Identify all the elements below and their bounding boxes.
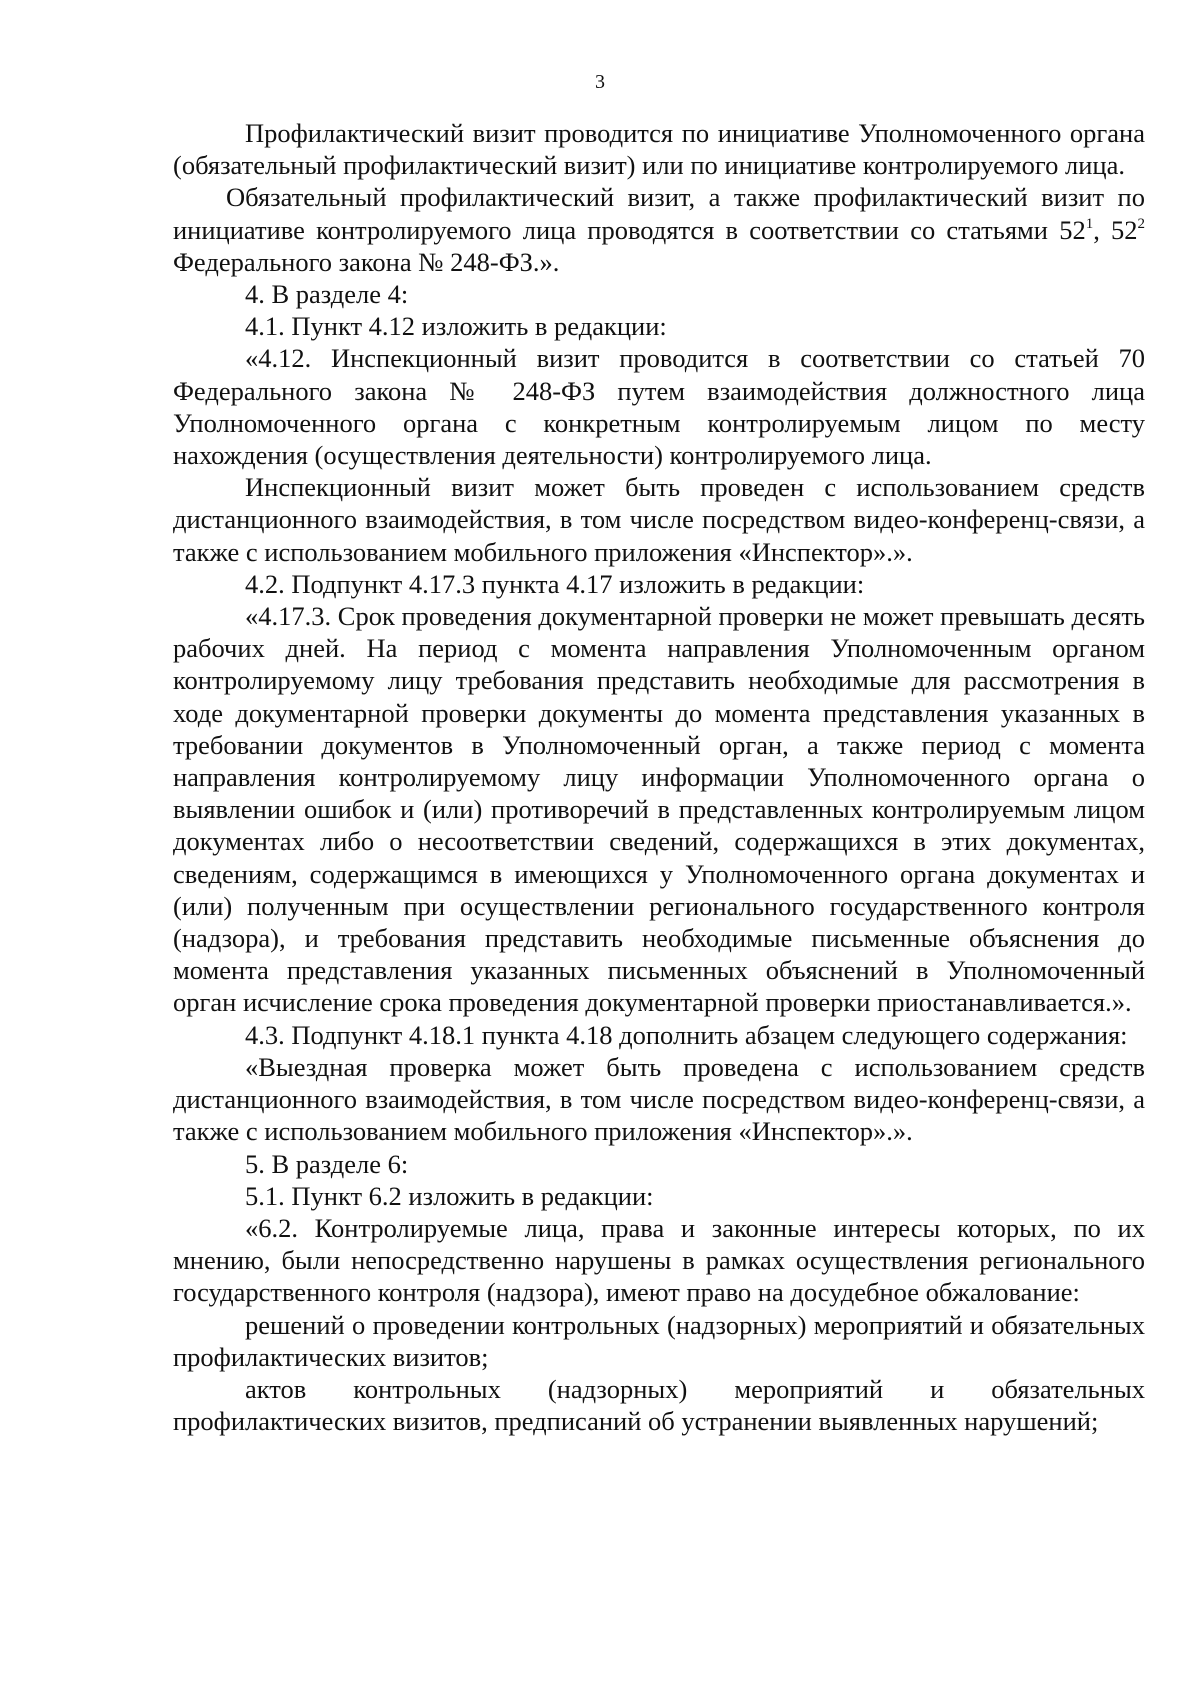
paragraph: решений о проведении контрольных (надзорных) мероприятий и обязательных профилактических визитов;: [173, 1309, 1145, 1372]
paragraph: 4.1. Пункт 4.12 изложить в редакции:: [245, 311, 667, 342]
paragraph: 4.2. Подпункт 4.17.3 пункта 4.17 изложить в редакции:: [245, 568, 865, 599]
superscript: 2: [1137, 215, 1146, 232]
paragraph: 5. В разделе 6:: [245, 1148, 409, 1179]
paragraph: «Выездная проверка может быть проведена с использованием средств дистанционного взаимодействия, в том числе посредством видео-конференц-связи, а также с использованием мобильного приложения «Инспектор».».: [173, 1051, 1145, 1147]
document-body: [173, 117, 1145, 1437]
paragraph-text: , 52: [1093, 214, 1138, 245]
paragraph: 5.1. Пункт 6.2 изложить в редакции:: [245, 1180, 654, 1211]
superscript: 1: [1085, 215, 1094, 232]
paragraph: «4.12. Инспекционный визит проводится в соответствии со статьей 70 Федерального закона № 248-ФЗ путем взаимодействия должностного лица Уполномоченного органа с конкретным контролируемым лицом по месту нахождения (осуществления деятельности) контролируемого лица.: [173, 343, 1145, 471]
paragraph-text: Федерального закона № 248-ФЗ.».: [173, 246, 560, 277]
paragraph: 4.3. Подпункт 4.18.1 пункта 4.18 дополнить абзацем следующего содержания:: [245, 1019, 1128, 1050]
paragraph: [173, 181, 1145, 278]
paragraph: «6.2. Контролируемые лица, права и законные интересы которых, по их мнению, были непосредственно нарушены в рамках осуществления регионального государственного контроля (надзора), имеют право на досудебное обжалование:: [173, 1212, 1145, 1308]
paragraph-text: со статьями 52: [910, 214, 1086, 245]
paragraph: «4.17.3. Срок проведения документарной проверки не может превышать десять рабочих дней. На период с момента направления Уполномоченным органом контролируемому лицу требования представить необходимые для рассмотрения в ходе документарной проверки документы до момента представления указанных в требовании документов в Уполномоченный орган, а также период с момента направления контролируемому лицу информации Уполномоченного органа о выявлении ошибок и (или) противоречий в представленных контролируемым лицом документах либо о несоответствии сведений, содержащихся в этих документах, сведениям, содержащимся в имеющихся у Уполномоченного органа документах и (или) полученным при осуществлении регионального государственного контроля (надзора), и требования представить необходимые письменные объяснения до момента представления указанных письменных объяснений в Уполномоченный орган исчисление срока проведения документарной проверки приостанавливается.».: [173, 601, 1145, 1018]
paragraph-text: Обязательный профилактический визит, а также профилактический визит по инициативе контролируемого лица проводятся в соответствии: [173, 182, 1145, 245]
paragraph: 4. В разделе 4:: [245, 279, 409, 310]
paragraph: актов контрольных (надзорных) мероприятий и обязательных профилактических визитов, предписаний об устранении выявленных нарушений;: [173, 1373, 1145, 1437]
paragraph: Профилактический визит проводится по инициативе Уполномоченного органа (обязательный профилактический визит) или по инициативе контролируемого лица.: [173, 118, 1145, 181]
paragraph: Инспекционный визит может быть проведен с использованием средств дистанционного взаимодействия, в том числе посредством видео-конференц-связи, а также с использованием мобильного приложения «Инспектор».».: [173, 472, 1145, 567]
page-number: 3: [595, 71, 605, 93]
